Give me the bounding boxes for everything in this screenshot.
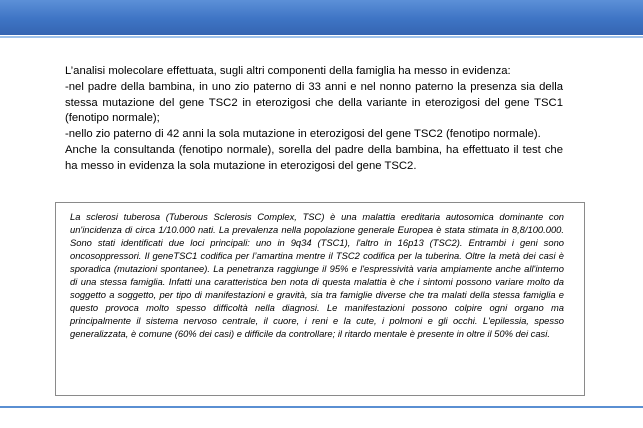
info-box xyxy=(55,202,585,396)
header-band xyxy=(0,0,643,35)
main-paragraph: Anche la consultanda (fenotipo normale), sorella del padre della bambina, ha effettuato il test che ha messo in evidenza la sola mutazione in eterozigosi del gene TSC2. xyxy=(65,143,563,172)
main-paragraph: L’analisi molecolare effettuata, sugli altri componenti della famiglia ha messo in evidenza: xyxy=(65,65,511,77)
main-text xyxy=(65,64,563,175)
footer-divider xyxy=(0,406,643,408)
main-paragraph: -nel padre della bambina, in uno zio paterno di 33 anni e nel nonno paterno la presenza sia della stessa mutazione del gene TSC2 in eterozigosi che della variante in eterozigosi del gene TSC1 (fenotipo normale); xyxy=(65,80,563,125)
main-paragraph: -nello zio paterno di 42 anni la sola mutazione in eterozigosi del gene TSC2 (fenotipo normale). xyxy=(65,128,541,141)
info-box-text: La sclerosi tuberosa (Tuberous Sclerosis Complex, TSC) è una malattia ereditaria autosomica dominante con un'incidenza di circa 1/10.000 nati. La prevalenza nella popolazione generale Europea è stata stimata in 8,8/100.000. Sono stati identificati due loci principali: uno in 9q34 (TSC1), l'altro in 16p13 (TSC2). Entrambi i geni sono oncosoppressori. Il geneTSC1 codifica per l’amartina mentre il TSC2 codifica per la tuberina. Oltre la metà dei casi è sporadica (mutazioni spontanee). La penetranza raggiunge il 95% e l'espressività varia ampiamente anche all'interno di una stessa famiglia. Infatti una caratteristica ben nota di questa malattia è che i sintomi possono variare molto da soggetto a soggetto, per tipo di manifestazioni e gravità, sia tra famiglie diverse che tra malati della stessa famiglia e questo provoca molto spesso difficoltà nella diagnosi. Le manifestazioni possono colpire ogni organo ma principalmente il sistema nervoso centrale, il cuore, i reni e la cute, i polmoni e gli occhi. L'epilessia, spesso generalizzata, è comune (60% dei casi) e difficile da controllare; il ritardo mentale è presente in oltre il 50% dei casi. xyxy=(70,211,564,340)
header-divider xyxy=(0,36,643,38)
